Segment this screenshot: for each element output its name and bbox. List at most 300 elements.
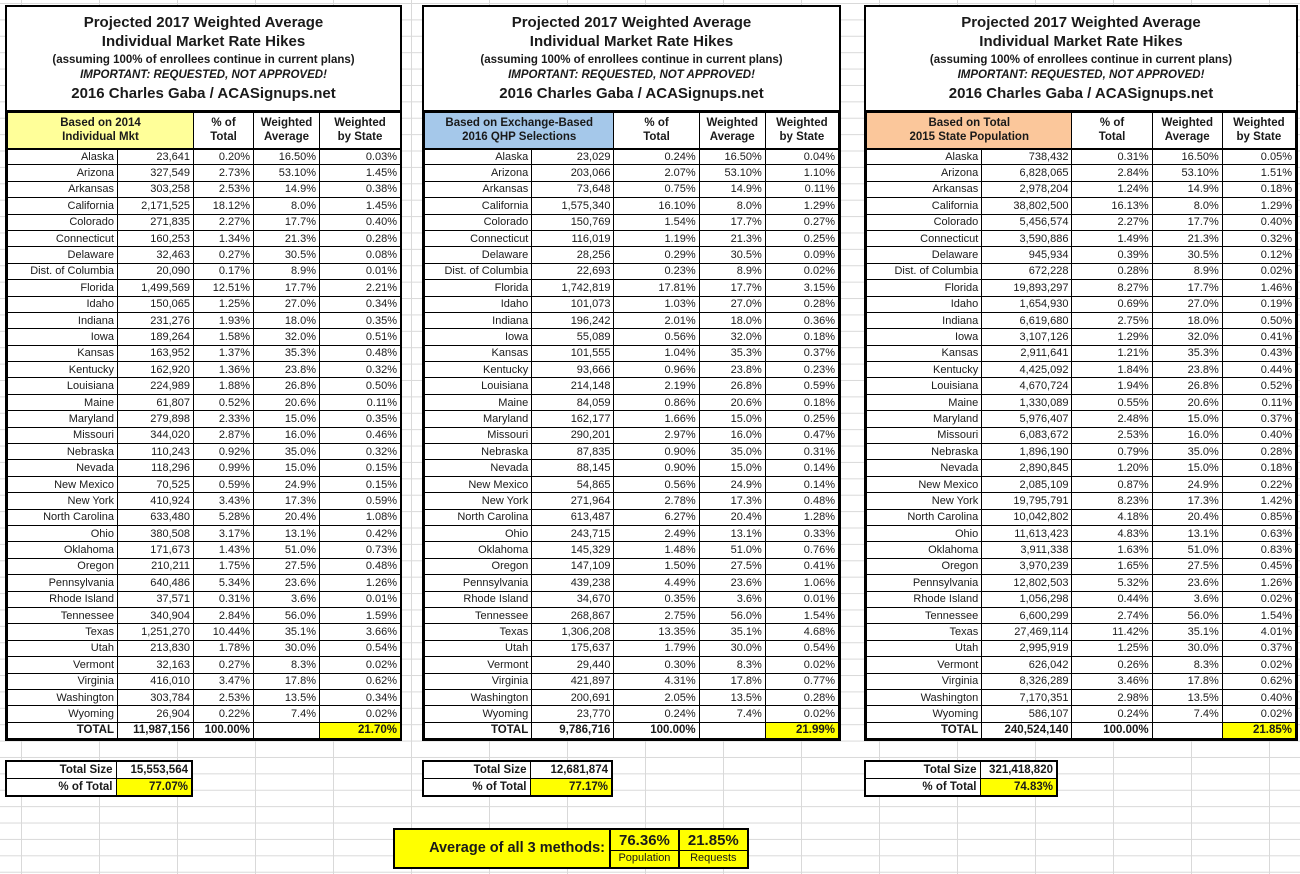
value-cell: 61,807 xyxy=(118,394,194,410)
value-cell: 116,019 xyxy=(532,230,614,246)
table-row xyxy=(867,280,1296,296)
table-row xyxy=(8,673,401,689)
table-title-block xyxy=(7,7,400,112)
value-cell: 0.32% xyxy=(320,444,401,460)
total-weighted-highlight: 21.99% xyxy=(765,722,838,738)
state-name-cell: Kansas xyxy=(425,345,532,361)
state-name-cell: Florida xyxy=(425,280,532,296)
table-row xyxy=(867,394,1296,410)
value-cell: 1.29% xyxy=(765,198,838,214)
value-cell: 0.24% xyxy=(1072,706,1152,722)
value-cell: 17.7% xyxy=(254,214,320,230)
state-name-cell: Alaska xyxy=(867,149,982,165)
state-name-cell: Texas xyxy=(867,624,982,640)
state-name-cell: Maryland xyxy=(867,411,982,427)
value-cell: 0.59% xyxy=(320,493,401,509)
value-cell: 53.10% xyxy=(1152,165,1222,181)
pct-of-total-label: % of Total xyxy=(6,779,116,797)
value-cell: 0.11% xyxy=(320,394,401,410)
title-disclaimer: IMPORTANT: REQUESTED, NOT APPROVED! xyxy=(957,69,1205,81)
value-cell: 0.31% xyxy=(765,444,838,460)
value-cell: 0.52% xyxy=(194,394,254,410)
title-assumption: (assuming 100% of enrollees continue in current plans) xyxy=(929,54,1233,66)
total-weighted-highlight: 21.85% xyxy=(1222,722,1295,738)
value-cell: 35.3% xyxy=(699,345,765,361)
value-cell: 10,042,802 xyxy=(982,509,1072,525)
column-header-row xyxy=(425,113,839,149)
value-cell: 0.34% xyxy=(320,689,401,705)
value-cell: 0.02% xyxy=(765,657,838,673)
value-cell: 101,073 xyxy=(532,296,614,312)
table-row xyxy=(425,411,839,427)
state-name-cell: Arizona xyxy=(867,165,982,181)
state-name-cell: Utah xyxy=(867,640,982,656)
state-name-cell: Rhode Island xyxy=(867,591,982,607)
total-value: 240,524,140 xyxy=(982,722,1072,738)
value-cell: 1.63% xyxy=(1072,542,1152,558)
value-cell: 3.43% xyxy=(194,493,254,509)
state-name-cell: Connecticut xyxy=(425,230,532,246)
value-cell: 0.27% xyxy=(765,214,838,230)
value-cell: 13.1% xyxy=(699,525,765,541)
table-row xyxy=(8,575,401,591)
state-name-cell: Kansas xyxy=(867,345,982,361)
value-cell: 224,989 xyxy=(118,378,194,394)
table-row xyxy=(425,280,839,296)
value-cell: 4.31% xyxy=(614,673,699,689)
value-cell: 1,575,340 xyxy=(532,198,614,214)
value-cell: 1.42% xyxy=(1222,493,1295,509)
value-cell: 15.0% xyxy=(254,460,320,476)
value-cell: 20,090 xyxy=(118,263,194,279)
value-cell: 0.09% xyxy=(765,247,838,263)
state-name-cell: Iowa xyxy=(8,329,118,345)
table-row xyxy=(8,542,401,558)
value-cell: 3.6% xyxy=(699,591,765,607)
state-name-cell: New Mexico xyxy=(425,476,532,492)
value-cell: 1.45% xyxy=(320,198,401,214)
state-name-cell: Arkansas xyxy=(867,181,982,197)
value-cell: 24.9% xyxy=(1152,476,1222,492)
value-cell: 1.26% xyxy=(320,575,401,591)
value-cell: 279,898 xyxy=(118,411,194,427)
value-cell: 13.1% xyxy=(254,525,320,541)
value-cell: 0.54% xyxy=(320,640,401,656)
value-cell: 30.5% xyxy=(699,247,765,263)
table-row xyxy=(867,542,1296,558)
table-2015-state-population xyxy=(864,5,1298,741)
table-row xyxy=(867,149,1296,165)
state-name-cell: Texas xyxy=(8,624,118,640)
value-cell: 17.3% xyxy=(254,493,320,509)
value-cell: 30.0% xyxy=(699,640,765,656)
value-cell: 3.15% xyxy=(765,280,838,296)
value-cell: 1,499,569 xyxy=(118,280,194,296)
value-cell: 8.3% xyxy=(254,657,320,673)
value-cell: 26.8% xyxy=(1152,378,1222,394)
basis-header-2016-qhp-selections xyxy=(425,113,614,149)
table-title-block xyxy=(424,7,839,112)
value-cell: 0.02% xyxy=(1222,263,1295,279)
value-cell: 340,904 xyxy=(118,607,194,623)
value-cell: 2,995,919 xyxy=(982,640,1072,656)
value-cell: 16.13% xyxy=(1072,198,1152,214)
table-row xyxy=(425,493,839,509)
state-name-cell: Kansas xyxy=(8,345,118,361)
state-name-cell: Idaho xyxy=(867,296,982,312)
value-cell: 18.0% xyxy=(254,312,320,328)
value-cell: 738,432 xyxy=(982,149,1072,165)
value-cell: 0.18% xyxy=(765,329,838,345)
value-cell: 0.37% xyxy=(765,345,838,361)
value-cell: 1,330,089 xyxy=(982,394,1072,410)
state-name-cell: Ohio xyxy=(8,525,118,541)
value-cell: 0.90% xyxy=(614,460,699,476)
value-cell: 19,795,791 xyxy=(982,493,1072,509)
state-name-cell: Arkansas xyxy=(8,181,118,197)
table-row xyxy=(425,558,839,574)
value-cell: 6,619,680 xyxy=(982,312,1072,328)
state-name-cell: Louisiana xyxy=(8,378,118,394)
value-cell: 1.54% xyxy=(614,214,699,230)
basis-header-line1: Based on Exchange-Based xyxy=(445,117,594,130)
value-cell: 0.05% xyxy=(1222,149,1295,165)
state-rows xyxy=(425,149,839,723)
value-cell: 35.0% xyxy=(1152,444,1222,460)
value-cell: 0.36% xyxy=(765,312,838,328)
value-cell: 175,637 xyxy=(532,640,614,656)
value-cell: 3,911,338 xyxy=(982,542,1072,558)
title-line-1: Projected 2017 Weighted Average xyxy=(83,14,324,31)
value-cell: 1.28% xyxy=(765,509,838,525)
table-row xyxy=(867,493,1296,509)
col-header-weighted-by-state: Weighted by State xyxy=(320,113,401,149)
value-cell: 2.27% xyxy=(1072,214,1152,230)
panel-2016-qhp-selections xyxy=(422,5,841,797)
value-cell: 3.6% xyxy=(254,591,320,607)
state-name-cell: New Mexico xyxy=(867,476,982,492)
value-cell: 150,769 xyxy=(532,214,614,230)
value-cell: 213,830 xyxy=(118,640,194,656)
value-cell: 118,296 xyxy=(118,460,194,476)
value-cell: 0.28% xyxy=(765,689,838,705)
value-cell: 7,170,351 xyxy=(982,689,1072,705)
table-row xyxy=(425,640,839,656)
value-cell: 17.8% xyxy=(254,673,320,689)
value-cell: 21.3% xyxy=(254,230,320,246)
value-cell: 633,480 xyxy=(118,509,194,525)
value-cell: 84,059 xyxy=(532,394,614,410)
value-cell: 15.0% xyxy=(254,411,320,427)
value-cell: 32.0% xyxy=(1152,329,1222,345)
state-name-cell: Virginia xyxy=(8,673,118,689)
table-2016-qhp-selections xyxy=(422,5,841,741)
table-row xyxy=(8,689,401,705)
value-cell: 28,256 xyxy=(532,247,614,263)
value-cell: 15.0% xyxy=(1152,411,1222,427)
table-row xyxy=(425,673,839,689)
value-cell: 88,145 xyxy=(532,460,614,476)
value-cell: 2.75% xyxy=(614,607,699,623)
value-cell: 2.49% xyxy=(614,525,699,541)
value-cell: 18.0% xyxy=(1152,312,1222,328)
value-cell: 35.3% xyxy=(254,345,320,361)
value-cell: 0.02% xyxy=(1222,657,1295,673)
value-cell: 23,641 xyxy=(118,149,194,165)
value-cell: 0.99% xyxy=(194,460,254,476)
value-cell: 15.0% xyxy=(1152,460,1222,476)
value-cell: 8.0% xyxy=(699,198,765,214)
value-cell: 2.97% xyxy=(614,427,699,443)
value-cell: 0.38% xyxy=(320,181,401,197)
value-cell: 17.7% xyxy=(699,214,765,230)
value-cell: 20.4% xyxy=(1152,509,1222,525)
table-row xyxy=(867,706,1296,722)
table-row xyxy=(425,542,839,558)
value-cell: 0.02% xyxy=(1222,591,1295,607)
state-name-cell: Ohio xyxy=(867,525,982,541)
value-cell: 162,177 xyxy=(532,411,614,427)
table-row xyxy=(867,165,1296,181)
value-cell: 2.33% xyxy=(194,411,254,427)
value-cell: 4.49% xyxy=(614,575,699,591)
value-cell: 0.32% xyxy=(320,362,401,378)
state-name-cell: Utah xyxy=(425,640,532,656)
value-cell: 4.18% xyxy=(1072,509,1152,525)
value-cell: 0.01% xyxy=(765,591,838,607)
value-cell: 0.40% xyxy=(1222,689,1295,705)
value-cell: 1.36% xyxy=(194,362,254,378)
value-cell: 0.41% xyxy=(1222,329,1295,345)
value-cell: 35.1% xyxy=(1152,624,1222,640)
value-cell: 30.0% xyxy=(1152,640,1222,656)
state-name-cell: Pennsylvania xyxy=(425,575,532,591)
title-line-2: Individual Market Rate Hikes xyxy=(979,33,1183,50)
value-cell: 0.40% xyxy=(1222,427,1295,443)
value-cell: 27.5% xyxy=(254,558,320,574)
table-row xyxy=(867,624,1296,640)
value-cell: 15.0% xyxy=(699,460,765,476)
value-cell: 2.75% xyxy=(1072,312,1152,328)
table-row xyxy=(8,444,401,460)
value-cell: 23.8% xyxy=(699,362,765,378)
state-name-cell: Washington xyxy=(867,689,982,705)
value-cell: 640,486 xyxy=(118,575,194,591)
value-cell: 0.24% xyxy=(614,706,699,722)
value-cell: 290,201 xyxy=(532,427,614,443)
value-cell: 200,691 xyxy=(532,689,614,705)
state-name-cell: Alaska xyxy=(8,149,118,165)
state-name-cell: Delaware xyxy=(425,247,532,263)
state-name-cell: Vermont xyxy=(8,657,118,673)
value-cell: 0.76% xyxy=(765,542,838,558)
value-cell: 1,251,270 xyxy=(118,624,194,640)
value-cell: 1.59% xyxy=(320,607,401,623)
total-pct: 100.00% xyxy=(194,722,254,738)
col-header-pct-of-total: % of Total xyxy=(194,113,254,149)
value-cell: 1.49% xyxy=(1072,230,1152,246)
value-cell: 51.0% xyxy=(699,542,765,558)
value-cell: 5.28% xyxy=(194,509,254,525)
value-cell: 22,693 xyxy=(532,263,614,279)
state-name-cell: Virginia xyxy=(867,673,982,689)
state-name-cell: Nevada xyxy=(425,460,532,476)
value-cell: 0.11% xyxy=(1222,394,1295,410)
value-cell: 0.85% xyxy=(1222,509,1295,525)
state-name-cell: Colorado xyxy=(8,214,118,230)
value-cell: 0.14% xyxy=(765,460,838,476)
table-row xyxy=(425,165,839,181)
value-cell: 243,715 xyxy=(532,525,614,541)
value-cell: 53.10% xyxy=(254,165,320,181)
value-cell: 0.08% xyxy=(320,247,401,263)
state-name-cell: California xyxy=(425,198,532,214)
value-cell: 13.35% xyxy=(614,624,699,640)
value-cell: 7.4% xyxy=(254,706,320,722)
total-size-value: 15,553,564 xyxy=(116,761,192,779)
value-cell: 344,020 xyxy=(118,427,194,443)
table-row xyxy=(425,296,839,312)
value-cell: 17.3% xyxy=(1152,493,1222,509)
state-name-cell: Missouri xyxy=(8,427,118,443)
value-cell: 2.53% xyxy=(194,689,254,705)
table-row xyxy=(8,312,401,328)
value-cell: 4.01% xyxy=(1222,624,1295,640)
value-cell: 1.43% xyxy=(194,542,254,558)
total-size-value: 321,418,820 xyxy=(980,761,1057,779)
pct-of-total-label: % of Total xyxy=(423,779,530,797)
value-cell: 1,654,930 xyxy=(982,296,1072,312)
state-name-cell: Indiana xyxy=(867,312,982,328)
value-cell: 2,085,109 xyxy=(982,476,1072,492)
value-cell: 20.4% xyxy=(254,509,320,525)
value-cell: 27.5% xyxy=(699,558,765,574)
value-cell: 0.26% xyxy=(1072,657,1152,673)
state-name-cell: Oklahoma xyxy=(8,542,118,558)
table-row xyxy=(867,476,1296,492)
value-cell: 55,089 xyxy=(532,329,614,345)
value-cell: 23.6% xyxy=(254,575,320,591)
value-cell: 93,666 xyxy=(532,362,614,378)
value-cell: 0.02% xyxy=(320,657,401,673)
value-cell: 0.59% xyxy=(765,378,838,394)
average-requests-column xyxy=(680,830,747,867)
state-name-cell: Vermont xyxy=(867,657,982,673)
state-name-cell: Rhode Island xyxy=(8,591,118,607)
table-row xyxy=(425,329,839,345)
table-2014-individual-market xyxy=(5,5,402,741)
value-cell: 101,555 xyxy=(532,345,614,361)
value-cell: 23.6% xyxy=(1152,575,1222,591)
value-cell: 1.51% xyxy=(1222,165,1295,181)
value-cell: 8.9% xyxy=(699,263,765,279)
table-row xyxy=(425,427,839,443)
table-row xyxy=(425,575,839,591)
value-cell: 0.28% xyxy=(1072,263,1152,279)
value-cell: 0.40% xyxy=(320,214,401,230)
table-row xyxy=(425,525,839,541)
state-name-cell: Idaho xyxy=(8,296,118,312)
title-credit: 2016 Charles Gaba / ACASignups.net xyxy=(948,85,1214,102)
table-row xyxy=(867,329,1296,345)
table-row xyxy=(867,230,1296,246)
table-row xyxy=(8,263,401,279)
state-name-cell: Oklahoma xyxy=(425,542,532,558)
value-cell: 303,258 xyxy=(118,181,194,197)
value-cell: 1.25% xyxy=(194,296,254,312)
value-cell: 1.10% xyxy=(765,165,838,181)
total-empty xyxy=(1152,722,1222,738)
value-cell: 2.48% xyxy=(1072,411,1152,427)
value-cell: 2.01% xyxy=(614,312,699,328)
table-row xyxy=(8,149,401,165)
value-cell: 268,867 xyxy=(532,607,614,623)
value-cell: 35.1% xyxy=(699,624,765,640)
value-cell: 0.39% xyxy=(1072,247,1152,263)
value-cell: 5,456,574 xyxy=(982,214,1072,230)
value-cell: 0.83% xyxy=(1222,542,1295,558)
table-row xyxy=(425,591,839,607)
value-cell: 0.41% xyxy=(765,558,838,574)
table-row xyxy=(8,460,401,476)
state-name-cell: North Carolina xyxy=(425,509,532,525)
value-cell: 70,525 xyxy=(118,476,194,492)
value-cell: 0.02% xyxy=(1222,706,1295,722)
value-cell: 10.44% xyxy=(194,624,254,640)
value-cell: 73,648 xyxy=(532,181,614,197)
state-name-cell: Florida xyxy=(867,280,982,296)
state-name-cell: New York xyxy=(425,493,532,509)
value-cell: 162,920 xyxy=(118,362,194,378)
value-cell: 53.10% xyxy=(699,165,765,181)
value-cell: 0.44% xyxy=(1072,591,1152,607)
basis-header-line1: Based on 2014 xyxy=(60,117,141,130)
value-cell: 18.0% xyxy=(699,312,765,328)
value-cell: 0.37% xyxy=(1222,640,1295,656)
total-size-row xyxy=(6,761,192,779)
value-cell: 1.03% xyxy=(614,296,699,312)
table-row xyxy=(867,198,1296,214)
value-cell: 0.22% xyxy=(194,706,254,722)
value-cell: 32.0% xyxy=(699,329,765,345)
value-cell: 56.0% xyxy=(254,607,320,623)
value-cell: 2.87% xyxy=(194,427,254,443)
value-cell: 7.4% xyxy=(699,706,765,722)
table-row xyxy=(425,706,839,722)
pct-of-total-value: 74.83% xyxy=(980,779,1057,797)
value-cell: 26.8% xyxy=(254,378,320,394)
value-cell: 2.53% xyxy=(1072,427,1152,443)
value-cell: 271,835 xyxy=(118,214,194,230)
value-cell: 1.25% xyxy=(1072,640,1152,656)
value-cell: 1.29% xyxy=(1222,198,1295,214)
value-cell: 5,976,407 xyxy=(982,411,1072,427)
col-header-weighted-average: Weighted Average xyxy=(699,113,765,149)
value-cell: 1.54% xyxy=(1222,607,1295,623)
table-row xyxy=(425,460,839,476)
value-cell: 3,107,126 xyxy=(982,329,1072,345)
col-header-weighted-by-state: Weighted by State xyxy=(765,113,838,149)
state-name-cell: New Mexico xyxy=(8,476,118,492)
value-cell: 0.23% xyxy=(614,263,699,279)
pct-of-total-row xyxy=(6,779,192,797)
value-cell: 0.04% xyxy=(765,149,838,165)
value-cell: 27.0% xyxy=(1152,296,1222,312)
state-name-cell: North Carolina xyxy=(8,509,118,525)
value-cell: 214,148 xyxy=(532,378,614,394)
table-row xyxy=(8,345,401,361)
value-cell: 150,065 xyxy=(118,296,194,312)
